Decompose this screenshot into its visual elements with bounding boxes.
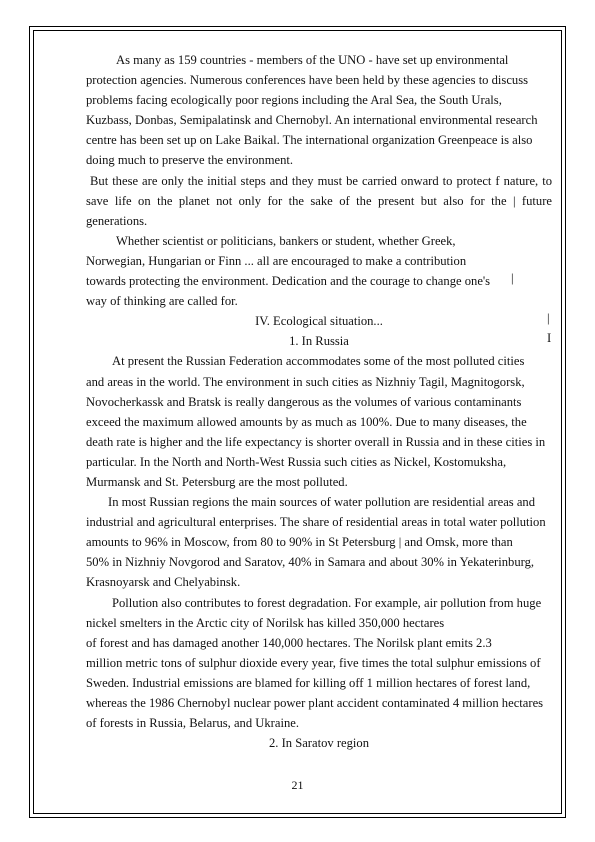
stray-mark: I — [547, 331, 552, 345]
text-line: particular. In the North and North-West Russia such cities as Nickel, Kostomuksha, — [86, 454, 507, 469]
paragraph — [86, 231, 552, 311]
stray-mark: | — [547, 311, 550, 325]
text-line: 50% in Nizhniy Novgorod and Saratov, 40% in Samara and about 30% in Yekaterinburg, — [86, 555, 535, 570]
paragraph — [86, 50, 552, 171]
text-line: But these are only the initial steps and they must be carried onward to protect f nature, to — [90, 173, 552, 188]
text-line: Norwegian, Hungarian or Finn ... all are encouraged to make a contribution — [86, 253, 467, 268]
body-text — [86, 50, 552, 753]
text-line: industrial and agricultural enterprises. The share of residential areas in total water pollution — [86, 515, 546, 530]
text-line: Sweden. Industrial emissions are blamed for killing off 1 million hectares of forest land, — [86, 675, 531, 690]
text-line: whereas the 1986 Chernobyl nuclear power plant accident contaminated 4 million hectares — [86, 696, 544, 710]
subheading: 1. In Russia — [289, 334, 349, 349]
page-number: 21 — [291, 778, 304, 792]
text-line: towards protecting the environment. Dedication and the courage to change one's — [86, 274, 491, 289]
text-line: Kuzbass, Donbas, Semipalatinsk and Chernobyl. An international environmental research — [86, 113, 538, 128]
text-line: amounts to 96% in Moscow, from 80 to 90% in St Petersburg | and Omsk, more than — [86, 535, 513, 550]
text-line: save life on the planet not only for the sake of the present but also for the | future — [86, 193, 552, 208]
text-line: generations. — [86, 213, 148, 228]
subheading: 2. In Saratov region — [268, 736, 370, 751]
text-line: problems facing ecologically poor regions including the Aral Sea, the South Urals, — [86, 93, 502, 108]
text-line: way of thinking are called for. — [86, 294, 238, 309]
text-line: nickel smelters in the Arctic city of Norilsk has killed 350,000 hectares — [86, 615, 445, 630]
stray-mark: | — [511, 271, 514, 285]
text-line: doing much to preserve the environment. — [86, 153, 294, 168]
text-line: Whether scientist or politicians, bankers or student, whether Greek, — [116, 233, 456, 248]
text-line: centre has been set up on Lake Baikal. The international organization Greenpeace is also — [86, 133, 533, 148]
text-line: of forests in Russia, Belarus, and Ukraine. — [86, 716, 299, 731]
text-line: At present the Russian Federation accommodates some of the most polluted cities — [112, 354, 525, 369]
text-line: million metric tons of sulphur dioxide every year, five times the total sulphur emissions of — [86, 655, 541, 670]
text-line: of forest and has damaged another 140,000 hectares. The Norilsk plant emits 2.3 — [86, 635, 492, 650]
paragraph — [86, 593, 552, 734]
text-line: death rate is higher and the life expectancy is shorter overall in Russia and in these cities in — [86, 434, 546, 449]
section-heading: IV. Ecological situation... — [255, 314, 383, 329]
paragraph — [86, 171, 552, 231]
paragraph — [86, 492, 552, 592]
text-line: and areas in the world. The environment in such cities as Nizhniy Tagil, Magnitogorsk, — [86, 374, 525, 389]
paragraph — [86, 351, 552, 492]
text-line: Pollution also contributes to forest degradation. For example, air pollution from huge — [112, 595, 542, 610]
text-line: protection agencies. Numerous conferences have been held by these agencies to discuss — [86, 73, 529, 88]
text-line: In most Russian regions the main sources of water pollution are residential areas and — [108, 495, 536, 510]
text-line: Novocherkassk and Bratsk is really dangerous as the volumes of various contaminants — [86, 394, 522, 409]
text-line: exceed the maximum allowed amounts by as much as 100%. Due to many diseases, the — [86, 414, 527, 429]
text-line: Krasnoyarsk and Chelyabinsk. — [86, 575, 241, 590]
text-line: Murmansk and St. Petersburg are the most polluted. — [86, 474, 348, 489]
text-line: As many as 159 countries - members of the UNO - have set up environmental — [116, 53, 509, 67]
